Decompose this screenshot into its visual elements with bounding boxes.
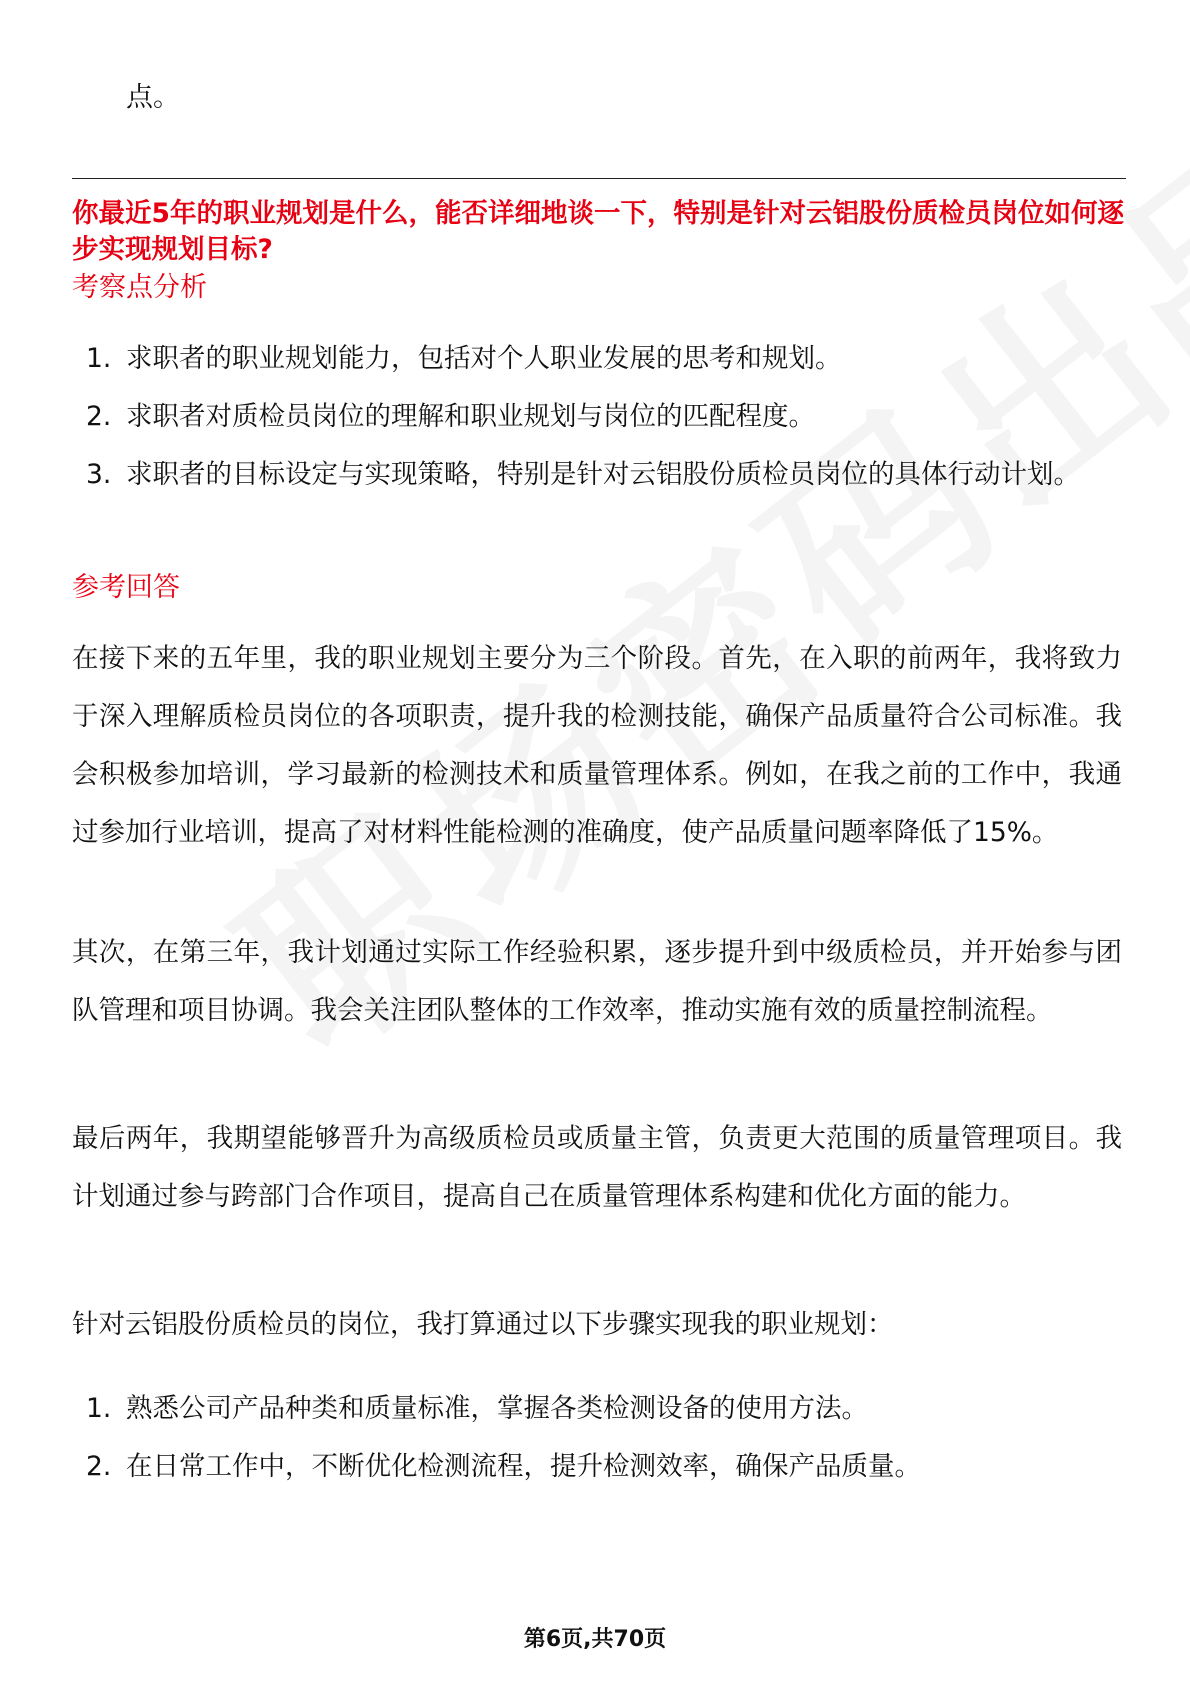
- list-item: [72, 330, 1132, 388]
- analysis-list: [72, 330, 1132, 504]
- list-item: [72, 388, 1132, 446]
- question-heading: 你最近5年的职业规划是什么，能否详细地谈一下，特别是针对云铝股份质检员岗位如何逐步实现规划目标?: [72, 198, 1124, 265]
- list-item-text: 求职者的职业规划能力，包括对个人职业发展的思考和规划。: [126, 343, 842, 374]
- answer-paragraph: 最后两年，我期望能够晋升为高级质检员或质量主管，负责更大范围的质量管理项目。我计划通过参与跨部门合作项目，提高自己在质量管理体系构建和优化方面的能力。: [72, 1123, 1122, 1212]
- list-item: [72, 1438, 1132, 1496]
- list-item: [72, 1380, 1132, 1438]
- answer-paragraph: 针对云铝股份质检员的岗位，我打算通过以下步骤实现我的职业规划：: [72, 1309, 894, 1340]
- list-number: 3.: [86, 459, 112, 490]
- list-item-text: 求职者的目标设定与实现策略，特别是针对云铝股份质检员岗位的具体行动计划。: [126, 459, 1080, 490]
- steps-list: [72, 1380, 1132, 1496]
- list-item-text: 在日常工作中，不断优化检测流程，提升检测效率，确保产品质量。: [126, 1451, 921, 1482]
- section-divider: [72, 178, 1126, 179]
- page-number: 第6页,共70页: [523, 1627, 667, 1652]
- list-number: 2.: [86, 1451, 112, 1482]
- list-number: 1.: [86, 1393, 112, 1424]
- continuation-text: 点。: [126, 82, 180, 113]
- list-number: 1.: [86, 343, 112, 374]
- answer-paragraph: 在接下来的五年里，我的职业规划主要分为三个阶段。首先，在入职的前两年，我将致力于深入理解质检员岗位的各项职责，提升我的检测技能，确保产品质量符合公司标准。我会积极参加培训，学习最新的检测技术和质量管理体系。例如，在我之前的工作中，我通过参加行业培训，提高了对材料性能检测的准确度，使产品质量问题率降低了15%。: [72, 643, 1122, 848]
- list-item: [72, 446, 1132, 504]
- list-item-text: 求职者对质检员岗位的理解和职业规划与岗位的匹配程度。: [126, 401, 815, 432]
- list-number: 2.: [86, 401, 112, 432]
- list-item-text: 熟悉公司产品种类和质量标准，掌握各类检测设备的使用方法。: [126, 1393, 868, 1424]
- answer-paragraph: 其次，在第三年，我计划通过实际工作经验积累，逐步提升到中级质检员，并开始参与团队管理和项目协调。我会关注团队整体的工作效率，推动实施有效的质量控制流程。: [72, 937, 1122, 1026]
- analysis-heading: 考察点分析: [72, 272, 207, 303]
- answer-heading: 参考回答: [72, 572, 180, 603]
